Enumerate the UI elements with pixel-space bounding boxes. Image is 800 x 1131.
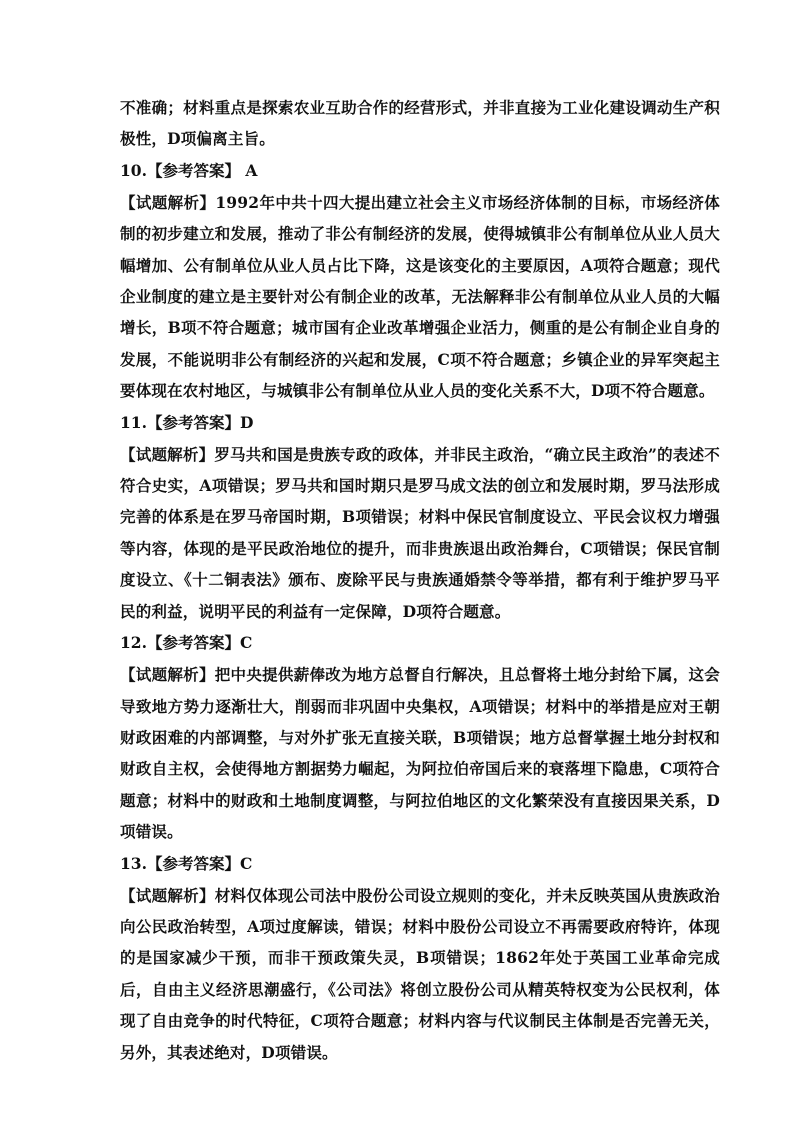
answer-heading-13: 13.【参考答案】C — [120, 853, 253, 873]
explanation-10: 【试题解析】1992年中共十四大提出建立社会主义市场经济体制的目标，市场经济体制的初步建立和发展，推动了非公有制经济的发展，使得城镇非公有制单位从业人员大幅增加、公有制单位从业人员占比下降，这是该变化的主要原因，A项符合题意；现代企业制度的建立是主要针对公有制企业的改革，无法解释非公有制单位从业人员的大幅增长，B项不符合题意；城市国有企业改革增强企业活力，侧重的是公有制企业自身的发展，不能说明非公有制经济的兴起和发展，C项不符合题意；乡镇企业的异军突起主要体现在农村地区，与城镇非公有制单位从业人员的变化关系不大，D项不符合题意。 — [120, 192, 720, 401]
explanation-11: 【试题解析】罗马共和国是贵族专政的政体，并非民主政治，“确立民主政治”的表述不符合史实，A项错误；罗马共和国时期只是罗马成文法的创立和发展时期，罗马法形成完善的体系是在罗马帝国时期，B项错误；材料中保民官制度设立、平民会议权力增强等内容，体现的是平民政治地位的提升，而非贵族退出政治舞台，C项错误；保民官制度设立、《十二铜表法》颁布、废除平民与贵族通婚禁令等举措，都有利于维护罗马平民的利益，说明平民的利益有一定保障，D项符合题意。 — [120, 444, 720, 621]
explanation-13: 【试题解析】材料仅体现公司法中股份公司设立规则的变化，并未反映英国从贵族政治向公民政治转型，A项过度解读，错误；材料中股份公司设立不再需要政府特许，体现的是国家减少干预，而非干预政策失灵，B项错误；1862年处于英国工业革命完成后，自由主义经济思潮盛行，《公司法》将创立股份公司从精英特权变为公民权利，体现了自由竞争的时代特征，C项符合题意；材料内容与代议制民主体制是否完善无关，另外，其表述绝对，D项错误。 — [120, 885, 720, 1062]
answer-heading-11: 11.【参考答案】D — [120, 412, 254, 432]
paragraph-continuation: 不准确；材料重点是探索农业互助合作的经营形式，并非直接为工业化建设调动生产积极性，D项偏离主旨。 — [120, 98, 720, 149]
explanation-12: 【试题解析】把中央提供薪俸改为地方总督自行解决，且总督将土地分封给下属，这会导致地方势力逐渐壮大，削弱而非巩固中央集权，A项错误；材料中的举措是应对王朝财政困难的内部调整，与对外扩张无直接关联，B项错误；地方总督掌握土地分封权和财政自主权，会使得地方割据势力崛起，为阿拉伯帝国后来的衰落埋下隐患，C项符合题意；材料中的财政和土地制度调整，与阿拉伯地区的文化繁荣没有直接因果关系，D项错误。 — [120, 665, 720, 842]
answer-heading-10: 10.【参考答案】 A — [120, 160, 258, 180]
answer-heading-12: 12.【参考答案】C — [120, 633, 253, 653]
